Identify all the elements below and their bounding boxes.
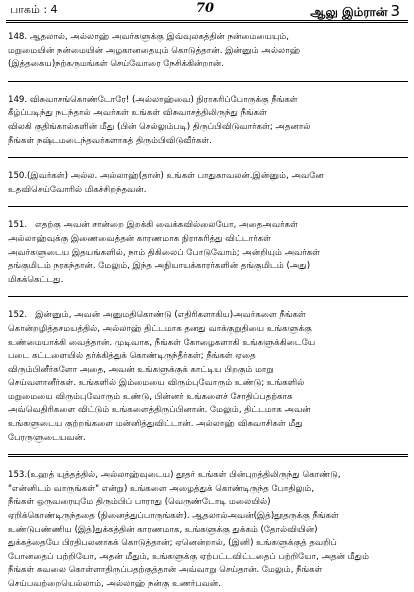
page-header: [0, 0, 414, 22]
surah-title: ஆலு இம்ரான்: [310, 5, 388, 19]
verse-151: 151. எதற்கு அவன் சான்றை இறக்கி வைக்கவில்லையோ, அதைஅவர்கள் அல்லாஹ்வுக்கு இணைவைத்தன் காரணமாக நிராகரித்து விட்டார்கள் அவர்களுடைய இதயங்களில், நாம் திகிலைப் போடுவோம்; அன்றியும் அவர்கள் தங்குமிடம் நரகந்தான். மேலும், இந்த அநியாயக்காரர்களின் தங்குமிடம் (அது) மிகக்கெட்டது.: [8, 220, 321, 285]
verse-divider: [8, 206, 408, 207]
verse-149: 149. விசுவாசங்கொண்டோரே! (அல்லாஹ்வை) நிராகரிப்போருக்கு நீங்கள் கீழ்ப்படிந்து நடந்தால் அவர்கள் உங்கள் விசுவாசத்திலிருந்து நீங்கள் விலகி குதிங்கால்களின் மீது (பின் செல்லும்படி) திருப்பிவிடுவார்கள்; அதனால் நீங்கள் நஷ்டமடைந்தவர்களாகத் திரும்பிவிடுவீர்கள்.: [8, 94, 311, 146]
part-label: பாகம் : 4: [10, 3, 58, 16]
header-rule: [6, 20, 408, 21]
verse-divider: [8, 454, 408, 457]
header-rule-secondary: [6, 22, 408, 23]
page-number: 70: [196, 1, 215, 16]
verse-152: 152. இன்னும், அவன் அனுமதிகொண்டு (எதிரிகளாகிய)அவர்களை நீங்கள் கொன்றழித்தசமயத்தில், அல்லாஹ் திட்டமாக தனது வாக்குறுதியை உங்களுக்கு உண்மையாக்கி வைத்தான். முடிவாக, நீங்கள் கோழைகளாகி உங்களுக்கிடையே படை கட்டளையில் தர்க்கித்துக் கொண்டிருந்தீர்கள்; நீங்கள் ஏதை விரும்பினீர்களோ அதை, அவன் உங்களுக்குக் காட்டிய பிறகும் மாறு செய்வளானீர்கள். உங்களில் இம்மையை விரும்புவோரும் உண்டு; உங்களில் மறுமையை விரும்புவோரும் உண்டு, பின்னர் உங்களைச் சோதிப்பதற்காக அவ்வெதிரிகளை விட்டும் உங்களைத்திருப்பினான். மேலும், திட்டமாக அவன் உங்களுடைய குற்றங்களை மன்னித்துவிட்டான். அல்லாஹ் விசுவாசிகள் மீது பேரருளுடையவன்.: [8, 310, 316, 443]
verse-divider: [8, 81, 408, 82]
surah-number: 3: [390, 2, 400, 20]
verse-150: 150.(இவர்கள்) அல்ல. அல்லாஹ்(தான்) உங்கள் பாதுகாவலன்.இன்னும், அவனே உதவிசெய்வோரில் மிகச்சிறந்தவன்.: [8, 171, 324, 195]
surah-heading: [310, 2, 400, 21]
verse-divider: [8, 296, 408, 297]
verse-148: 148. ஆதலால், அல்லாஹ் அவர்களுக்கு இவ்வுலகத்தின் நன்மையையும், மறுமையின் நன்மையின் அழகானதையும் கொடுத்தான். இன்னும் அல்லாஹ் (இத்தகைய)நற்கருமங்கள் செய்வோரை நேசிக்கின்றான்.: [8, 32, 301, 70]
verse-divider: [8, 157, 408, 158]
verses-container: [8, 31, 408, 592]
verse-153: 153.(உஹத் யுத்தத்தில், அல்லாஹ்வுடைய) தூதர் உங்கள் பின்புறத்திலிருந்து கொண்டு, "என்னிடம் வாருங்கள்" என்று) உங்களை அழைத்துக் கொண்டிருந்த போதிலும், நீங்கள் ஒருவரையுமே திரும்பிப் பாராது (வெருண்டோடி மலையில்) ஏறிக்கொண்டிருந்ததை (நினைத்துப்பாருங்கள்). ஆதலால்அவன்(இத்)தூதருக்கு நீங்கள் உண்டுபண்ணிய (இத்)துக்கத்தின் காரணமாக, உங்களுக்கு துக்கம் (தோல்வியின்) துக்கத்தையே பிரதிபலனாகக் கொடுத்தான்; ஏனென்றால், (இனி) உங்களுக்குத் தவறிப் போனதைப் பற்றியோ, அதன் மீதும், உங்களுக்கு ஏற்பட்டவிட்டதைப் பற்றியோ, அதன் மீதும் நீங்கள் கவலை கொள்ளாதிருப்பதற்குத்தான் அவ்வாறு செய்தான். மேலும், நீங்கள் செய்பவற்றையெல்லாம், அல்லாஹ் நன்கு உணர்பவன்.: [8, 470, 370, 589]
